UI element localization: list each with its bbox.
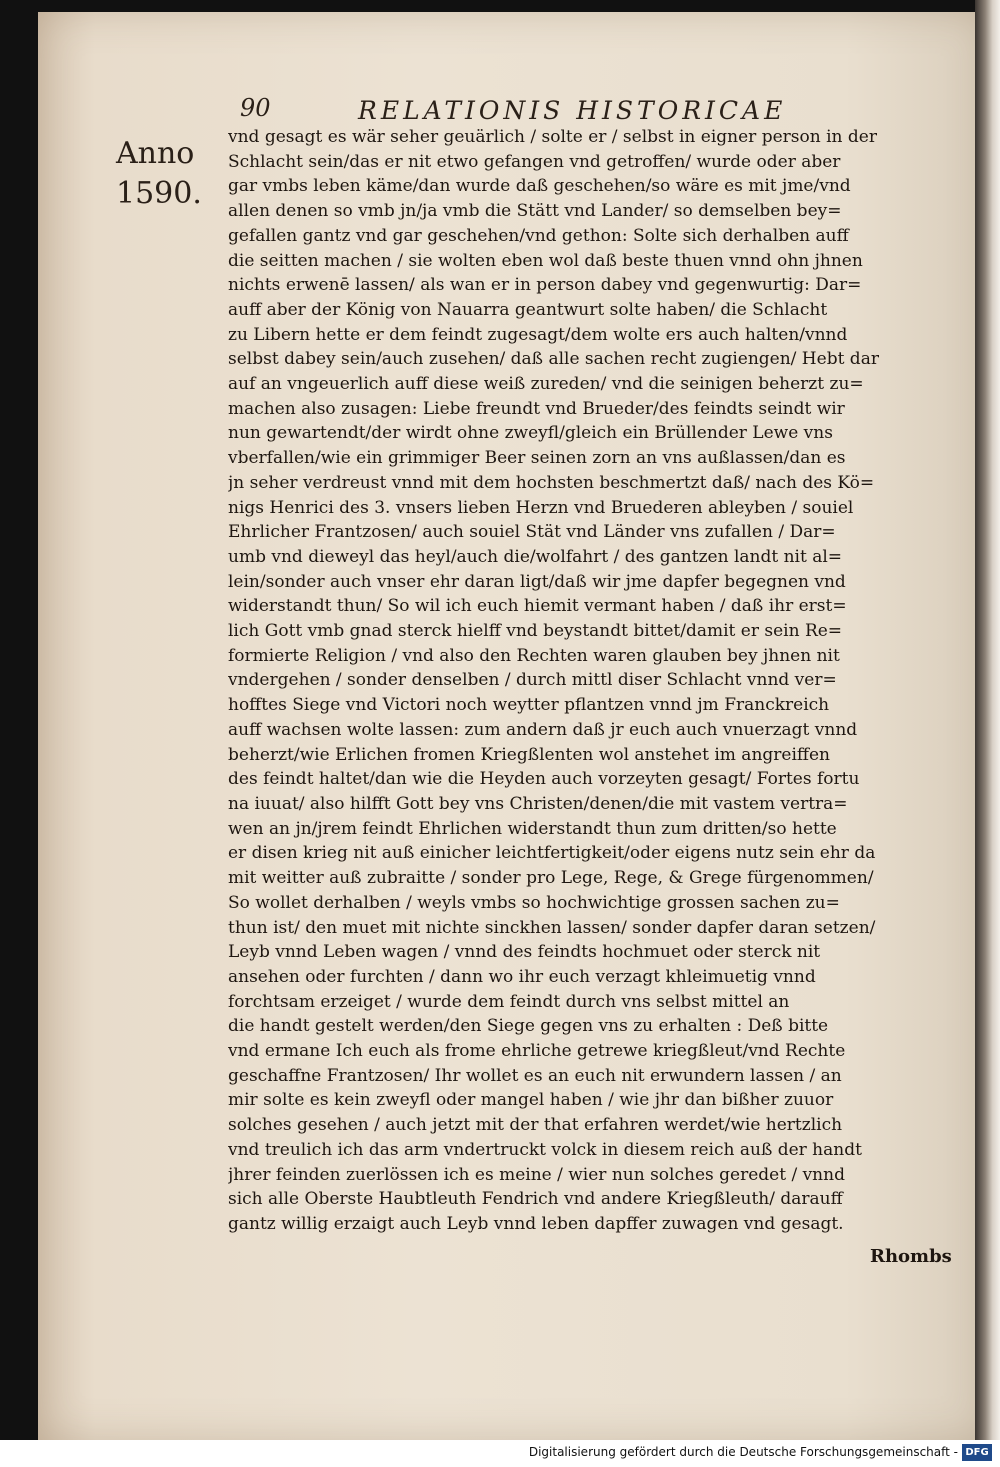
book-binding-edge	[975, 0, 1000, 1440]
text-line: So wollet derhalben / weyls vmbs so hochwichtige grossen sachen zu=	[228, 892, 840, 913]
text-line: vnd ermane Ich euch als frome ehrliche getrewe kriegßleut/vnd Rechte	[228, 1041, 846, 1062]
text-line: Leyb vnnd Leben wagen / vnnd des feindts hochmuet oder sterck nit	[228, 942, 821, 963]
text-line: mir solte es kein zweyfl oder mangel haben / wie jhr dan bißher zuuor	[228, 1090, 834, 1111]
text-line: jn seher verdreust vnnd mit dem hochsten beschmertzt daß/ nach des Kö=	[228, 472, 875, 493]
text-line: geschaffne Frantzosen/ Ihr wollet es an euch nit erwundern lassen / an	[228, 1065, 842, 1086]
text-line: Ehrlicher Frantzosen/ auch souiel Stät vnd Länder vns zufallen / Dar=	[228, 522, 836, 543]
text-line: nichts erwenē lassen/ als wan er in person dabey vnd gegenwurtig: Dar=	[228, 275, 862, 296]
text-line: Schlacht sein/das er nit etwo gefangen vnd getroffen/ wurde oder aber	[228, 151, 841, 172]
text-line: machen also zusagen: Liebe freundt vnd Brueder/des feindts seindt wir	[228, 398, 845, 419]
text-line: allen denen so vmb jn/ja vmb die Stätt vnd Lander/ so demselben bey=	[228, 201, 842, 222]
text-line: zu Libern hette er dem feindt zugesagt/dem wolte ers auch halten/vnnd	[228, 324, 848, 345]
text-line: gantz willig erzaigt auch Leyb vnnd leben dapffer zuwagen vnd gesagt.	[228, 1213, 844, 1234]
text-line: vberfallen/wie ein grimmiger Beer seinen zorn an vns außlassen/dan es	[228, 448, 846, 469]
body-text	[228, 125, 966, 1237]
text-line: mit weitter auß zubraitte / sonder pro Lege, Rege, & Grege fürgenommen/	[228, 868, 874, 889]
text-line: formierte Religion / vnd also den Rechten waren glauben bey jhnen nit	[228, 645, 840, 666]
page-number: 90	[240, 94, 271, 122]
text-line: umb vnd dieweyl das heyl/auch die/wolfahrt / des gantzen landt nit al=	[228, 546, 843, 567]
text-line: gefallen gantz vnd gar geschehen/vnd gethon: Solte sich derhalben auff	[228, 225, 849, 246]
funding-credit: Digitalisierung gefördert durch die Deutsche Forschungsgemeinschaft -	[528, 1445, 958, 1459]
text-line: hofftes Siege vnd Victori noch weytter pflantzen vnnd jm Franckreich	[228, 695, 830, 716]
text-line: solches gesehen / auch jetzt mit der that erfahren werdet/wie hertzlich	[228, 1115, 843, 1136]
margin-anno: Anno	[116, 136, 195, 171]
text-line: auf an vngeuerlich auff diese weiß zureden/ vnd die seinigen beherzt zu=	[228, 374, 864, 395]
page-header	[198, 92, 798, 126]
text-line: na iuuat/ also hilfft Gott bey vns Christen/denen/die mit vastem vertra=	[228, 793, 848, 814]
margin-note	[116, 134, 211, 214]
catchword: Rhombs	[870, 1246, 952, 1267]
text-line: er disen krieg nit auß einicher leichtfertigkeit/oder eigens nutz sein ehr da	[228, 843, 876, 864]
text-line: des feindt haltet/dan wie die Heyden auch vorzeyten gesagt/ Fortes fortu	[228, 769, 860, 790]
text-line: gar vmbs leben käme/dan wurde daß geschehen/so wäre es mit jme/vnd	[228, 176, 851, 197]
text-line: nigs Henrici des 3. vnsers lieben Herzn vnd Bruederen ableyben / souiel	[228, 497, 854, 518]
text-line: vnd treulich ich das arm vndertruckt volck in diesem reich auß der handt	[228, 1139, 862, 1160]
text-line: selbst dabey sein/auch zusehen/ daß alle sachen recht zugiengen/ Hebt dar	[228, 349, 879, 370]
dfg-logo-icon: DFG	[962, 1444, 992, 1461]
text-line: auff wachsen wolte lassen: zum andern daß jr euch auch vnuerzagt vnnd	[228, 719, 858, 740]
text-line: vnd gesagt es wär seher geuärlich / solte er / selbst in eigner person in der	[228, 127, 877, 147]
text-line: die handt gestelt werden/den Siege gegen vns zu erhalten : Deß bitte	[228, 1016, 829, 1037]
text-line: forchtsam erzeiget / wurde dem feindt durch vns selbst mittel an	[228, 991, 790, 1012]
text-line: vndergehen / sonder denselben / durch mittl diser Schlacht vnnd ver=	[228, 670, 837, 691]
text-line: thun ist/ den muet mit nichte sinckhen lassen/ sonder dapfer daran setzen/	[228, 917, 876, 938]
text-line: lich Gott vmb gnad sterck hielff vnd beystandt bittet/damit er sein Re=	[228, 621, 843, 642]
text-line: die seitten machen / sie wolten eben wol daß beste thuen vnnd ohn jhnen	[228, 250, 863, 271]
text-line: jhrer feinden zuerlössen ich es meine / wier nun solches geredet / vnnd	[228, 1164, 845, 1185]
text-line: wen an jn/jrem feindt Ehrlichen widerstandt thun zum dritten/so hette	[228, 818, 837, 839]
running-title: RELATIONIS HISTORICAE	[358, 96, 787, 125]
text-line: widerstandt thun/ So wil ich euch hiemit vermant haben / daß ihr erst=	[228, 596, 847, 617]
text-line: beherzt/wie Erlichen fromen Kriegßlenten wol anstehet im angreiffen	[228, 744, 830, 765]
text-line: nun gewartendt/der wirdt ohne zweyfl/gleich ein Brüllender Lewe vns	[228, 423, 833, 444]
text-line: ansehen oder furchten / dann wo ihr euch verzagt khleimuetig vnnd	[228, 966, 816, 987]
text-line: lein/sonder auch vnser ehr daran ligt/daß wir jme dapfer begegnen vnd	[228, 571, 846, 592]
text-line: sich alle Oberste Haubtleuth Fendrich vnd andere Kriegßleuth/ darauff	[228, 1189, 843, 1210]
footer-bar	[0, 1440, 1000, 1467]
margin-year: 1590.	[116, 176, 202, 211]
text-line: auff aber der König von Nauarra geantwurt solte haben/ die Schlacht	[228, 299, 828, 320]
